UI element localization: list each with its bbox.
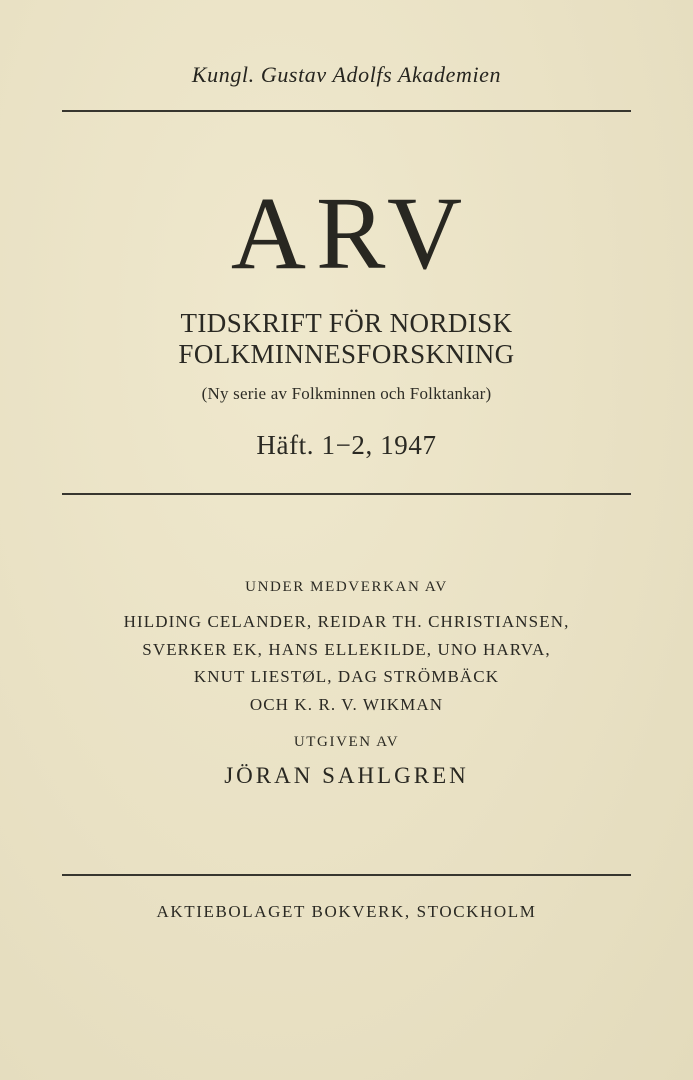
list-item: SVERKER EK, HANS ELLEKILDE, UNO HARVA, <box>142 639 551 659</box>
contributors-list <box>62 608 631 718</box>
list-item: HILDING CELANDER, REIDAR TH. CHRISTIANSEN, <box>123 612 570 631</box>
journal-title-block <box>62 112 631 461</box>
journal-title: ARV <box>230 176 473 291</box>
divider-middle <box>62 493 631 495</box>
contributors-heading: UNDER MEDVERKAN AV <box>245 579 448 595</box>
credits-block <box>62 579 631 789</box>
editor-heading: UTGIVEN AV <box>293 734 400 751</box>
list-item: KNUT LIESTØL, DAG STRÖMBÄCK <box>193 667 500 687</box>
list-item: OCH K. R. V. WIKMAN <box>249 694 444 714</box>
editor-name: JÖRAN SAHLGREN <box>224 763 469 789</box>
publisher-imprint: AKTIEBOLAGET BOKVERK, STOCKHOLM <box>156 902 537 921</box>
credits-spacer <box>62 718 631 734</box>
publishing-society: Kungl. Gustav Adolfs Akademien <box>191 62 502 87</box>
issue-number: Häft. 1−2, 1947 <box>256 430 437 460</box>
journal-subtitle: TIDSKRIFT FÖR NORDISK FOLKMINNESFORSKNING <box>178 308 515 369</box>
divider-bottom <box>62 874 631 876</box>
layout-spacer <box>62 789 631 874</box>
series-note: (Ny serie av Folkminnen och Folktankar) <box>201 384 492 403</box>
